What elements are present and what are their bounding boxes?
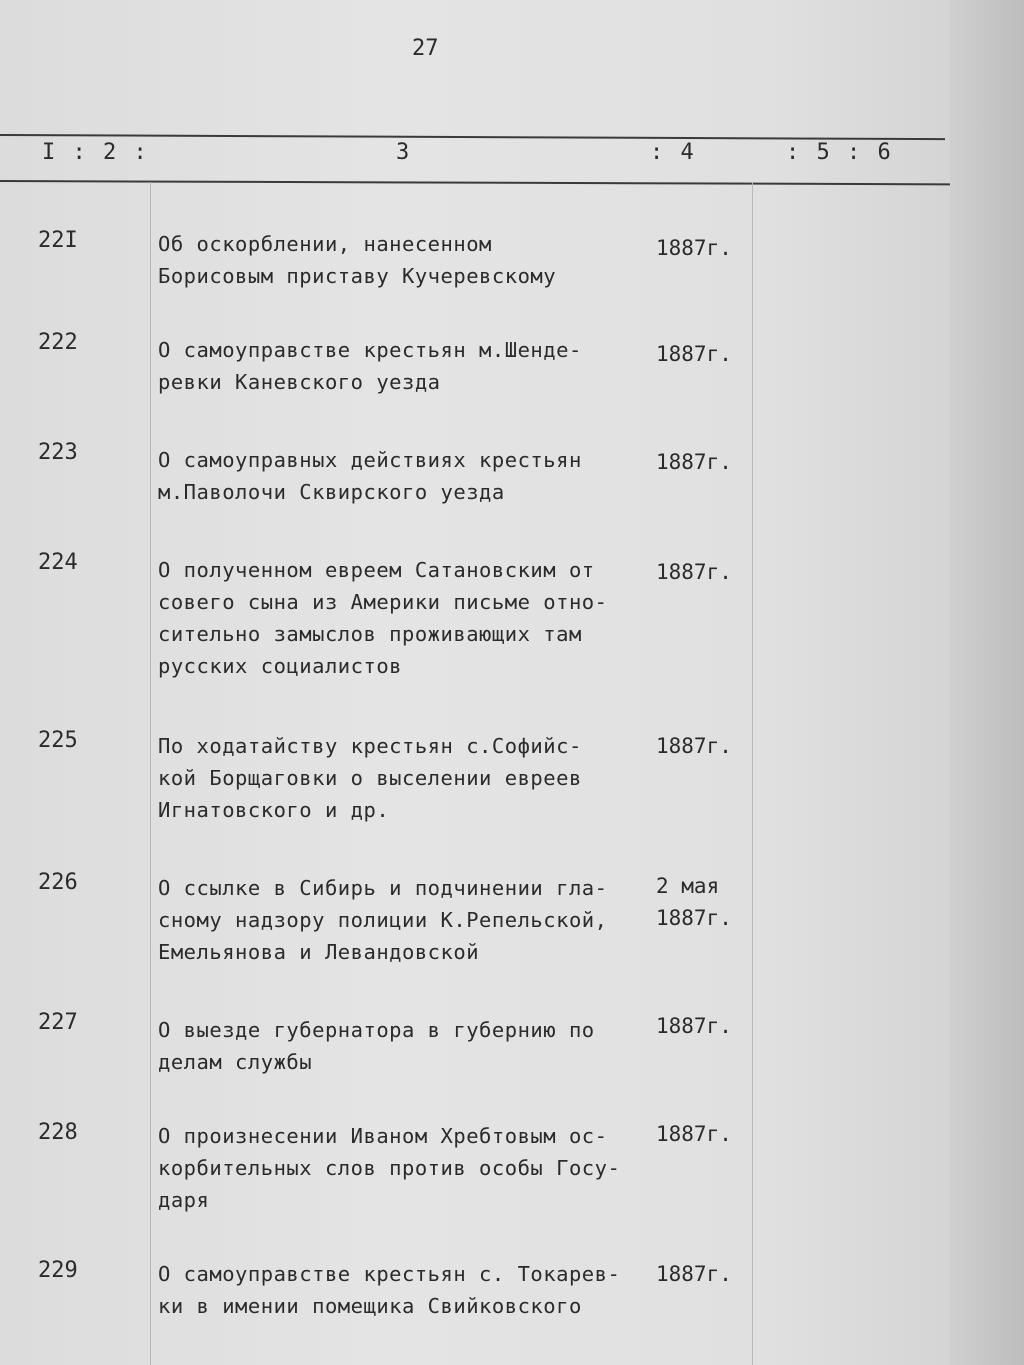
entry-description: О самоуправных действиях крестьян м.Паволочи Сквирского уезда [158,448,582,504]
entry-date: 1887г. [656,734,732,758]
entry-number: 228 [38,1120,78,1145]
entry-number: 223 [38,440,78,465]
entry-description: О полученном евреем Сатановским от совего сына из Америки письме отно- сительно замыслов проживающих там русских социалистов [158,558,608,678]
entry-description: О самоуправстве крестьян м.Шендe- ревки Каневского уезда [158,338,582,394]
entry-number: 222 [38,330,78,355]
entry-number: 225 [38,728,78,753]
entry-description: О произнесении Иваном Хребтовым ос- корбительных слов против особы Госу- даря [158,1124,621,1212]
column-header-3: 3 [396,140,412,165]
entry-description: По ходатайству крестьян с.Софийс- кой Борщаговки о выселении евреев Игнатовского и др. [158,734,582,822]
entry-date: 1887г. [656,1122,732,1146]
entry-date: 1887г. [656,1262,732,1286]
entry-date: 1887г. [656,342,732,366]
header-rule-bottom [0,180,950,185]
entry-date: 1887г. [656,236,732,260]
entry-date: 1887г. [656,450,732,474]
entry-number: 227 [38,1010,78,1035]
column-header-4: : 4 [650,140,696,165]
entry-date: 2 мая 1887г. [656,874,732,930]
entry-number: 22I [38,228,78,253]
entry-number: 224 [38,550,78,575]
page-edge [950,0,1024,1365]
entry-date: 1887г. [656,1014,732,1038]
column-header-1-2: I : 2 : [42,140,149,165]
entry-description: Об оскорблении, нанесенном Борисовым приставу Кучеревскому [158,232,557,288]
entry-date: 1887г. [656,560,732,584]
entry-description: О ссылке в Сибирь и подчинении гла- сному надзору полиции К.Репельской, Емельянова и Левандовской [158,876,608,964]
column-divider [150,182,151,1365]
entry-description: О выезде губернатора в губернию по делам службы [158,1018,595,1074]
page-number: 27 [412,36,439,61]
entry-number: 229 [38,1258,78,1283]
column-header-5-6: : 5 : 6 [786,140,893,165]
entry-number: 226 [38,870,78,895]
entry-description: О самоуправстве крестьян с. Токарев- ки в имении помещика Свийковского [158,1262,621,1318]
